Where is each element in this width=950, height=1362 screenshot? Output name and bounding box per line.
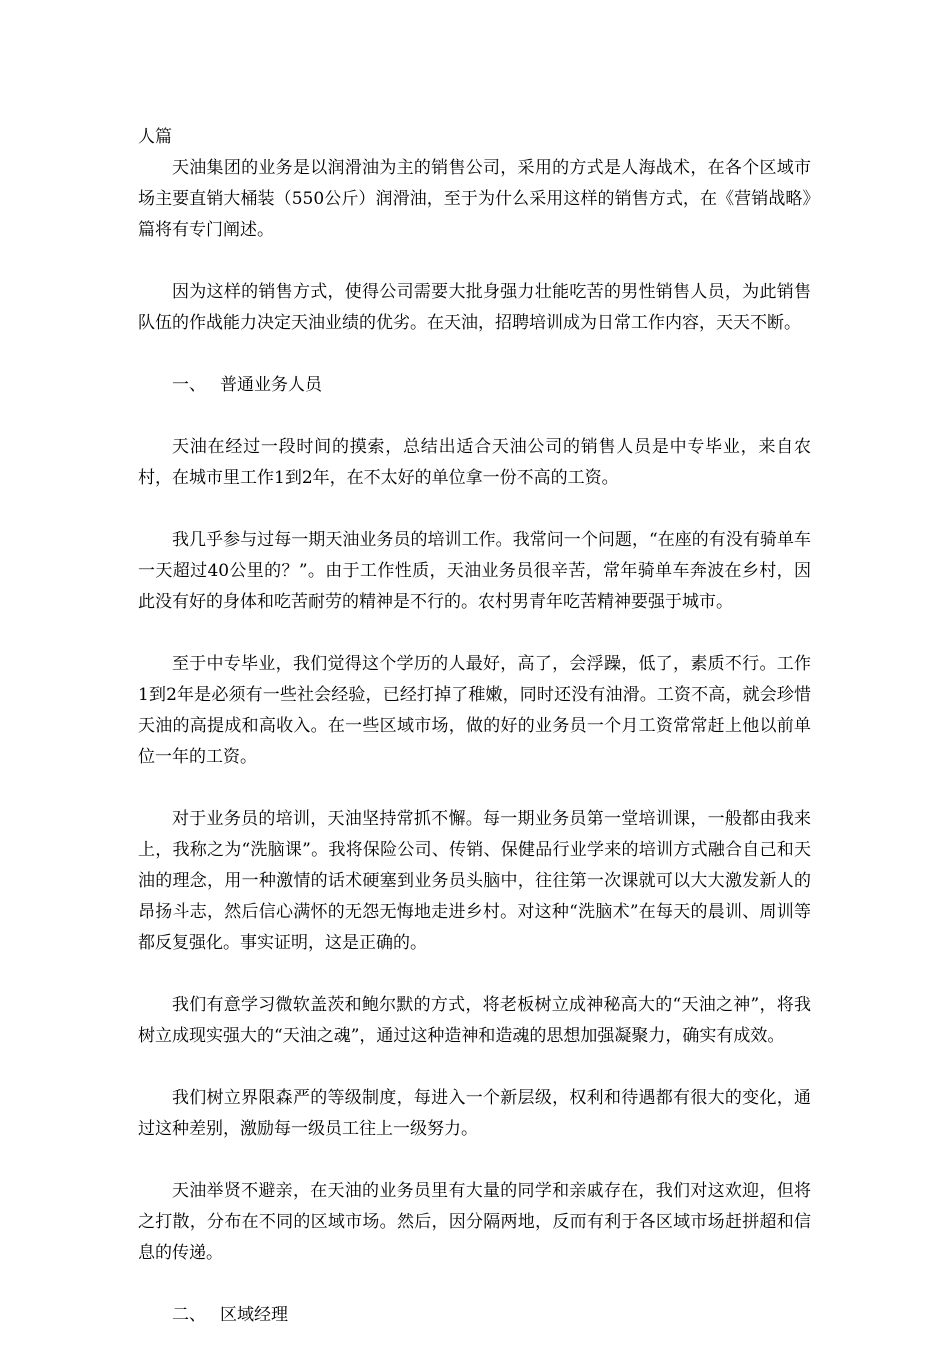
document-body [138, 122, 811, 1362]
paragraph: 天油集团的业务是以润滑油为主的销售公司，采用的方式是人海战术，在各个区域市场主要直销大桶装（550公斤）润滑油，至于为什么采用这样的销售方式，在《营销战略》篇将有专门阐述。 [138, 158, 811, 240]
section-heading-text: 普通业务人员 [220, 375, 322, 395]
paragraph: 我几乎参与过每一期天油业务员的培训工作。我常问一个问题，“在座的有没有骑单车一天超过40公里的？”。由于工作性质，天油业务员很辛苦，常年骑单车奔波在乡村，因此没有好的身体和吃苦耐劳的精神是不行的。农村男青年吃苦精神要强于城市。 [138, 530, 811, 612]
paragraph: 因为这样的销售方式，使得公司需要大批身强力壮能吃苦的男性销售人员，为此销售队伍的作战能力决定天油业绩的优劣。在天油，招聘培训成为日常工作内容，天天不断。 [138, 282, 811, 333]
section-number: 一、 [172, 375, 206, 395]
section-heading-text: 区域经理 [220, 1305, 288, 1325]
section-heading [138, 370, 811, 401]
paragraph: 天油在经过一段时间的摸索，总结出适合天油公司的销售人员是中专毕业，来自农村，在城市里工作1到2年，在不太好的单位拿一份不高的工资。 [138, 437, 811, 488]
paragraph: 我们树立界限森严的等级制度，每进入一个新层级，权利和待遇都有很大的变化，通过这种差别，激励每一级员工往上一级努力。 [138, 1088, 811, 1139]
paragraph: 对于业务员的培训，天油坚持常抓不懈。每一期业务员第一堂培训课，一般都由我来上，我称之为“洗脑课”。我将保险公司、传销、保健品行业学来的培训方式融合自己和天油的理念，用一种激情的话术硬塞到业务员头脑中，往往第一次课就可以大大激发新人的昂扬斗志，然后信心满怀的无怨无悔地走进乡村。对这种“洗脑术”在每天的晨训、周训等都反复强化。事实证明，这是正确的。 [138, 809, 811, 953]
section-heading [138, 1300, 811, 1331]
document-title: 人篇 [138, 127, 172, 147]
paragraph: 天油举贤不避亲，在天油的业务员里有大量的同学和亲戚存在，我们对这欢迎，但将之打散，分布在不同的区域市场。然后，因分隔两地，反而有利于各区域市场赶拼超和信息的传递。 [138, 1181, 811, 1263]
paragraph: 我们有意学习微软盖茨和鲍尔默的方式，将老板树立成神秘高大的“天油之神”，将我树立成现实强大的“天油之魂”，通过这种造神和造魂的思想加强凝聚力，确实有成效。 [138, 995, 811, 1046]
paragraph: 至于中专毕业，我们觉得这个学历的人最好，高了，会浮躁，低了，素质不行。工作1到2年是必须有一些社会经验，已经打掉了稚嫩，同时还没有油滑。工资不高，就会珍惜天油的高提成和高收入。在一些区域市场，做的好的业务员一个月工资常常赶上他以前单位一年的工资。 [138, 654, 811, 767]
section-number: 二、 [172, 1305, 206, 1325]
